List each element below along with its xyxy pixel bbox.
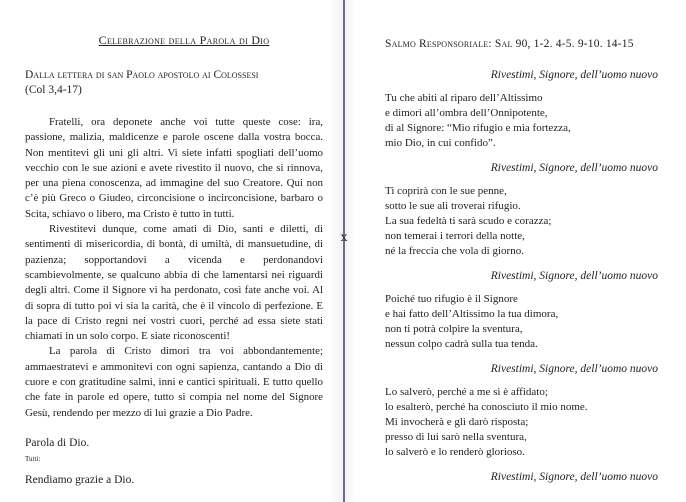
stanza-line: presso di lui sarò nella sventura, [385, 431, 527, 443]
stanza-line: Tu che abiti al riparo dell’Altissimo [385, 92, 543, 104]
stanza-line: e dimori all’ombra dell’Onnipotente, [385, 107, 548, 119]
reading-reference: (Col 3,4-17) [25, 84, 82, 96]
stanza-line: lo esalterò, perché ha conosciuto il mio nome. [385, 401, 588, 413]
stanza-2 [385, 184, 664, 259]
refrain: Rivestimi, Signore, dell’uomo nuovo [490, 363, 658, 375]
celebration-title: Celebrazione della Parola di Dio [98, 33, 270, 47]
stanza-line: Lo salverò, perché a me si è affidato; [385, 386, 548, 398]
stanza-line: sotto le sue ali troverai rifugio. [385, 200, 521, 212]
stanza-line: Poiché tuo rifugio è il Signore [385, 293, 518, 305]
stanza-line: non ti potrà colpire la sventura, [385, 323, 523, 335]
stanza-line: né la freccia che vola di giorno. [385, 245, 524, 257]
stanza-line: Mi invocherà e gli darò risposta; [385, 416, 529, 428]
stanza-4 [385, 385, 664, 460]
stanza-line: di al Signore: “Mio rifugio e mia fortezza, [385, 122, 571, 134]
stanza-line: Ti coprirà con le sue penne, [385, 185, 507, 197]
stanza-1 [385, 91, 664, 151]
tutti-label: Tutti: [25, 454, 41, 463]
refrain: Rivestimi, Signore, dell’uomo nuovo [490, 471, 658, 483]
stanza-line: mio Dio, in cui confido”. [385, 137, 496, 149]
reading-source-label: Dalla lettera di san Paolo apostolo ai Colossesi [25, 69, 259, 81]
psalm-title: Salmo Responsoriale: Sal 90, 1-2. 4-5. 9-10. 14-15 [385, 38, 634, 50]
reading-paragraph-2: Rivestitevi dunque, come amati di Dio, santi e diletti, di sentimenti di misericordia, di bontà, di umiltà, di mansuetudine, di pazienza; sopportandovi a vicenda e perdonandovi scambievolmente, se qualcuno abbia di che lamentarsi nei riguardi degli altri. Come il Signore vi ha perdonato, così fate anche voi. Al di sopra di tutto poi vi sia la carità, che è il vincolo di perfezione. E la pace di Cristo regni nei vostri cuori, perché ad essa siete stati chiamati in un solo corpo. E siate riconoscenti! [25, 223, 323, 343]
reading-source [25, 68, 323, 98]
refrain: Rivestimi, Signore, dell’uomo nuovo [490, 270, 658, 282]
stanza-line: lo salverò e lo renderò glorioso. [385, 446, 525, 458]
refrain: Rivestimi, Signore, dell’uomo nuovo [490, 69, 658, 81]
assembly-response: Rendiamo grazie a Dio. [25, 473, 135, 486]
reading-paragraph-3: La parola di Cristo dimori tra voi abbondantemente; ammaestratevi e ammonitevi con ogni sapienza, cantando a Dio di cuore e con gratitudine salmi, inni e cantici spirituali. E tutto quello che fate in parole ed opere, tutto si compia nel nome del Signore Gesù, rendendo per mezzo di lui grazie a Dio Padre. [25, 345, 323, 419]
stanza-line: e hai fatto dell’Altissimo la tua dimora, [385, 308, 559, 320]
reading-closing: Parola di Dio. [25, 436, 90, 449]
stanza-line: non temerai i terrori della notte, [385, 230, 525, 242]
stanza-3 [385, 292, 664, 352]
refrain: Rivestimi, Signore, dell’uomo nuovo [490, 162, 658, 174]
stanza-line: nessun colpo cadrà sulla tua tenda. [385, 338, 538, 350]
stanza-line: La sua fedeltà ti sarà scudo e corazza; [385, 215, 552, 227]
right-page [345, 0, 686, 502]
binding-mark: ⅹ [340, 230, 348, 244]
reading-paragraph-1: Fratelli, ora deponete anche voi tutte queste cose: ira, passione, malizia, maldicenze e parole oscene dalla vostra bocca. Non mentitevi gli uni gli altri. Vi siete infatti spogliati dell’uomo vecchio con le sue azioni e avete rivestito il nuovo, che si rinnova, per una piena conoscenza, ad immagine del suo Creatore. Qui non c’è più Greco o Giudeo, circoncisione o incirconcisione, barbaro o Scita, schiavo o libero, ma Cristo è tutto in tutti. [25, 116, 323, 220]
